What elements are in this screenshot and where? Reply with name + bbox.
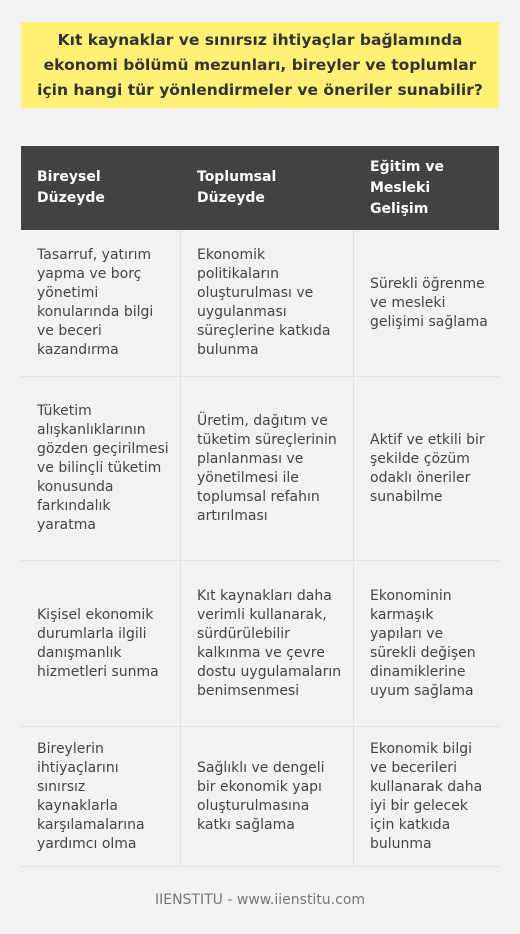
table-cell: Ekonomik bilgi ve becerileri kullanarak daha iyi bir gelecek için katkıda bulunma [354,727,499,867]
header-individual: Bireysel Düzeyde [21,146,181,230]
question-title: Kıt kaynaklar ve sınırsız ihtiyaçlar bağlamında ekonomi bölümü mezunları, bireyler ve toplumlar için hangi tür yönlendirmeler ve öneriler sunabilir? [37,30,483,99]
table-cell: Kıt kaynakları daha verimli kullanarak, sürdürülebilir kalkınma ve çevre dostu uygulamaların benimsenmesi [181,561,354,727]
table-cell: Tüketim alışkanlıklarının gözden geçirilmesi ve bilinçli tüketim konusunda farkındalık yaratma [21,377,181,561]
table-cell: Aktif ve etkili bir şekilde çözüm odaklı öneriler sunabilme [354,377,499,561]
table-cell: Bireylerin ihtiyaçlarını sınırsız kaynaklarla karşılamalarına yardımcı olma [21,727,181,867]
header-societal: Toplumsal Düzeyde [181,146,354,230]
table-cell: Kişisel ekonomik durumlarla ilgili danışmanlık hizmetleri sunma [21,561,181,727]
table-cell: Sürekli öğrenme ve mesleki gelişimi sağlama [354,230,499,377]
table-cell: Tasarruf, yatırım yapma ve borç yönetimi konularında bilgi ve beceri kazandırma [21,230,181,377]
recommendations-table [21,146,499,867]
footer-credit: IIENSTITU - www.iienstitu.com [154,892,366,908]
table-cell: Sağlıklı ve dengeli bir ekonomik yapı oluşturulmasına katkı sağlama [181,727,354,867]
header-education: Eğitim ve Mesleki Gelişim [354,146,499,230]
table-cell: Ekonomik politikaların oluşturulması ve uygulanması süreçlerine katkıda bulunma [181,230,354,377]
table-cell: Ekonominin karmaşık yapıları ve sürekli değişen dinamiklerine uyum sağlama [354,561,499,727]
question-banner [21,22,499,108]
table-cell: Üretim, dağıtım ve tüketim süreçlerinin planlanması ve yönetilmesi ile toplumsal refahın artırılması [181,377,354,561]
